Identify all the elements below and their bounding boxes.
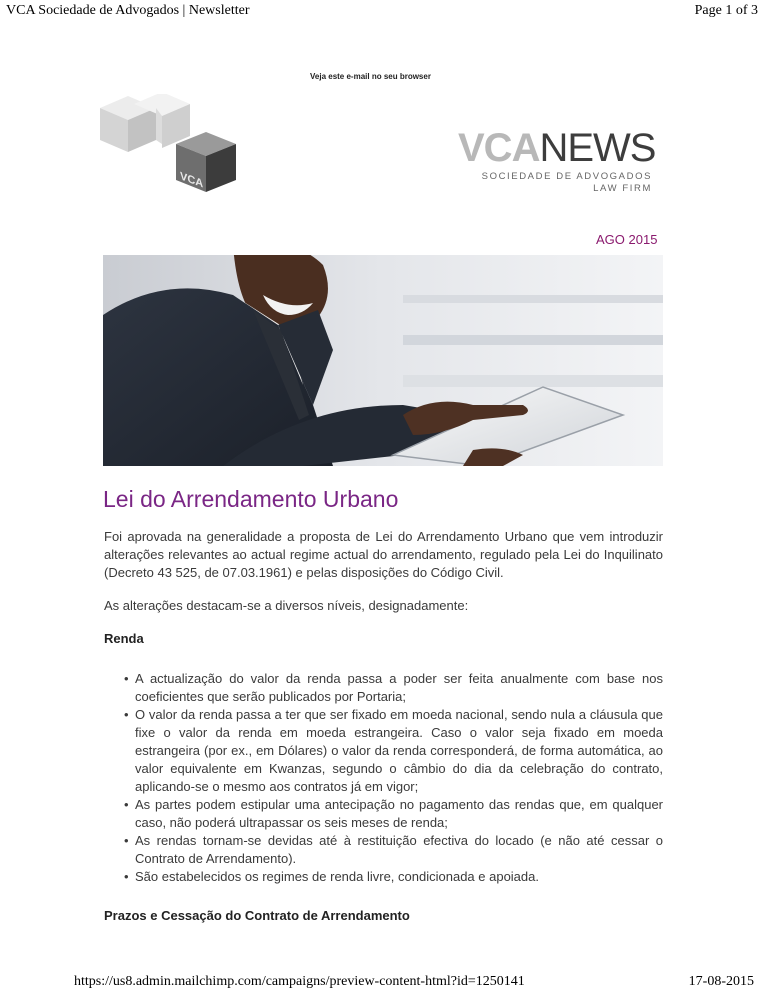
article-intro: Foi aprovada na generalidade a proposta de Lei do Arrendamento Urbano que vem introduzir alterações relevantes ao actual regime actual do arrendamento, regulado pela Lei do Inquilinato (Decreto 43 525, de 07.03.1961) e pelas disposições do Código Civil.	[104, 529, 663, 580]
article-title: Lei do Arrendamento Urbano	[103, 486, 399, 512]
article-body	[104, 528, 663, 886]
cubes-logo-graphic	[100, 94, 280, 194]
renda-list	[104, 670, 663, 886]
list-item: • São estabelecidos os regimes de renda livre, condicionada e apoiada.	[124, 868, 663, 886]
view-in-browser-link[interactable]: Veja este e-mail no seu browser	[310, 72, 431, 81]
logo-subtitle-line1: SOCIEDADE DE ADVOGADOS	[481, 171, 652, 182]
vcanews-logo	[458, 128, 658, 195]
print-footer-date: 17-08-2015	[688, 974, 754, 989]
list-item: • A actualização do valor da renda passa a poder ser feita anualmente com base nos coeficientes que serão publicados por Portaria;	[124, 670, 663, 706]
list-item: • As rendas tornam-se devidas até à restituição efectiva do locado (e não até cessar o Contrato de Arrendamento).	[124, 832, 663, 868]
list-item: • O valor da renda passa a ter que ser fixado em moeda nacional, sendo nula a cláusula que fixe o valor da renda em moeda estrangeira. Caso o valor seja fixado em moeda estrangeira (por ex., em Dólares) o valor da renda corresponderá, de forma automática, ao valor equivalente em Kwanzas, segundo o câmbio do dia da celebração do contrato, aplicando-se o mesmo aos contratos já em vigor;	[124, 706, 663, 796]
logo-subtitle-line2: LAW FIRM	[593, 183, 652, 194]
section-heading-prazos: Prazos e Cessação do Contrato de Arrendamento	[104, 908, 410, 923]
hero-image	[103, 255, 663, 466]
print-footer-url: https://us8.admin.mailchimp.com/campaigns/preview-content-html?id=1250141	[74, 974, 525, 989]
logo-vca-text: VCA	[458, 126, 540, 170]
section-heading-renda: Renda	[104, 631, 144, 646]
print-page-number: Page 1 of 3	[694, 3, 758, 18]
print-header-title: VCA Sociedade de Advogados | Newsletter	[6, 3, 250, 18]
cube-vca-label: VCA	[180, 170, 204, 191]
issue-date: AGO 2015	[596, 232, 658, 247]
logo-news-text: NEWS	[539, 126, 656, 170]
article-lead: As alterações destacam-se a diversos níveis, designadamente:	[104, 598, 469, 613]
list-item: • As partes podem estipular uma antecipação no pagamento das rendas que, em qualquer caso, não poderá ultrapassar os seis meses de renda;	[124, 796, 663, 832]
